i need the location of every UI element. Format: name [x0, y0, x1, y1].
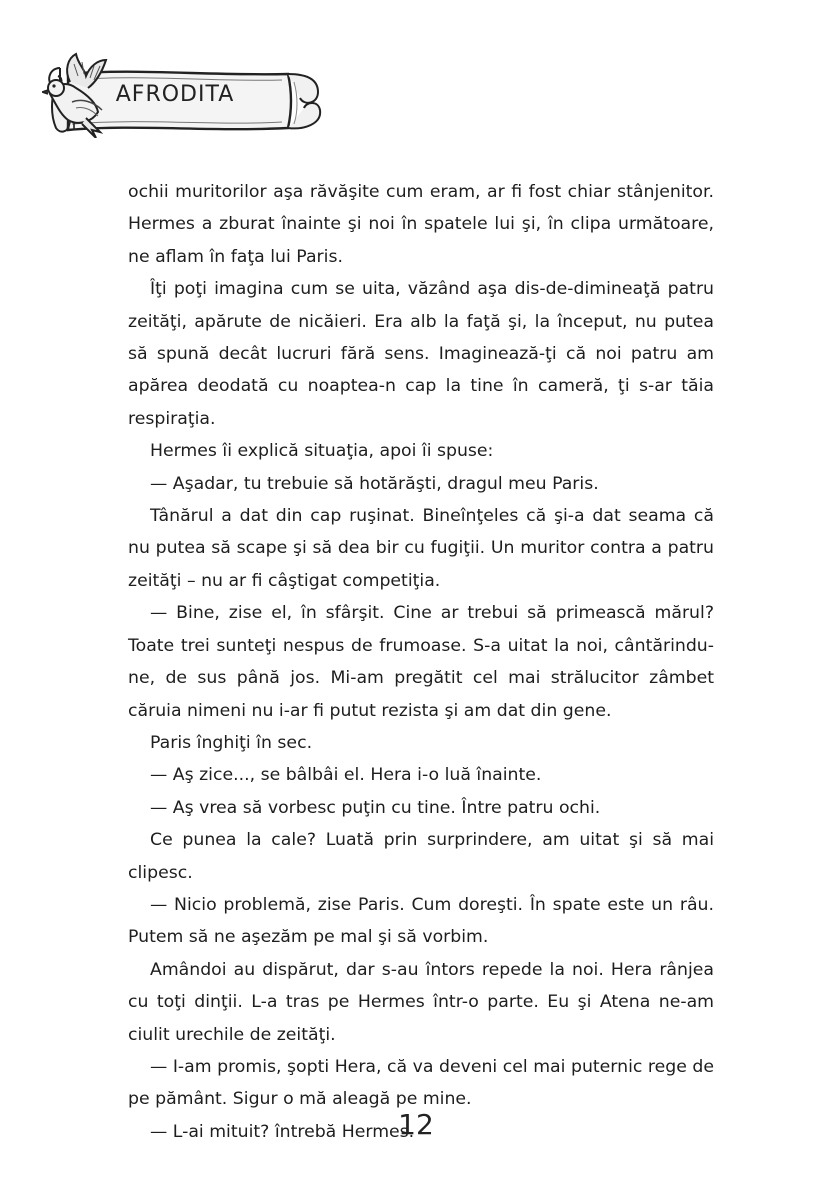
paragraph: Tânărul a dat din cap ruşinat. Bineînţeles că şi-a dat seama că nu putea să scape şi să dea bir cu fugiţii. Un muritor contra a patru zeităţi – nu ar fi câştigat competiţia.	[128, 506, 714, 591]
paragraph: — Bine, zise el, în sfârşit. Cine ar trebui să primească mărul? Toate trei sunteţi nespus de frumoase. S-a uitat la noi, cântărindu-ne, de sus până jos. Mi-am pregătit cel mai strălucitor zâmbet căruia nimeni nu i-ar fi putut rezista şi am dat din gene.	[128, 603, 714, 721]
paragraph: Ce punea la cale? Luată prin surprindere, am uitat şi să mai clipesc.	[128, 830, 714, 883]
paragraph: — I-am promis, şopti Hera, că va deveni cel mai puternic rege de pe pământ. Sigur o mă aleagă pe mine.	[128, 1056, 714, 1110]
paragraph: — Aşadar, tu trebuie să hotărăşti, dragul meu Paris.	[150, 473, 599, 494]
paragraph: ochii muritorilor aşa răvăşite cum eram, ar fi fost chiar stânjenitor. Hermes a zburat înainte şi noi în spatele lui şi, în clipa următoare, ne aflam în faţa lui Paris.	[128, 182, 714, 267]
paragraph: Paris înghiţi în sec.	[150, 732, 313, 753]
paragraph: — Aş vrea să vorbesc puţin cu tine. Între patru ochi.	[150, 797, 601, 818]
paragraph: Hermes îi explică situaţia, apoi îi spuse:	[150, 441, 494, 462]
chapter-title: AFRODITA	[115, 82, 235, 107]
chapter-banner	[42, 52, 332, 142]
paragraph: — L-ai mituit? întrebă Hermes.	[150, 1121, 415, 1142]
paragraph: — Aş zice..., se bâlbâi el. Hera i-o luă înainte.	[150, 765, 542, 786]
paragraph: Îţi poţi imagina cum se uita, văzând aşa dis-de-dimineaţă patru zeităţi, apărute de nicăieri. Era alb la faţă şi, la început, nu putea să spună decât lucruri fără sens. Imaginează-ţi că noi patru am apărea deodată cu noaptea-n cap la tine în cameră, ţi s-ar tăia respiraţia.	[128, 279, 714, 429]
page-number: 12	[398, 1108, 434, 1141]
body-text	[128, 176, 714, 1148]
paragraph: Amândoi au dispărut, dar s-au întors repede la noi. Hera rânjea cu toţi dinţii. L-a tras pe Hermes într-o parte. Eu şi Atena ne-am ciulit urechile de zeităţi.	[128, 959, 714, 1045]
dove-icon	[42, 52, 112, 138]
paragraph: — Nicio problemă, zise Paris. Cum doreşti. În spate este un râu. Putem să ne aşezăm pe mal şi să vorbim.	[128, 894, 714, 948]
